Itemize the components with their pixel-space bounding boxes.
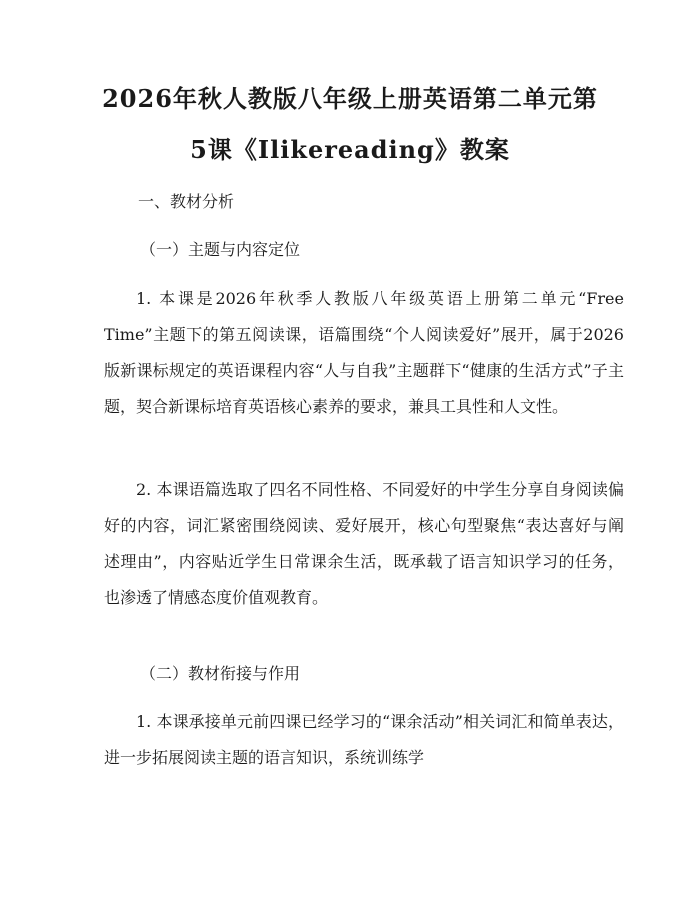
document-title-line2: 5课《Ilikereading》教案 xyxy=(190,135,510,164)
paragraph-connection-1: 1. 本课承接单元前四课已经学习的“课余活动”相关词汇和简单表达，进一步拓展阅读主题的语言知识，系统训练学 xyxy=(104,712,624,767)
paragraph-theme-2: 2. 本课语篇选取了四名不同性格、不同爱好的中学生分享自身阅读偏好的内容，词汇紧密围绕阅读、爱好展开，核心句型聚焦“表达喜好与阐述理由”，内容贴近学生日常课余生活，既承载了语言知识学习的任务，也渗透了情感态度价值观教育。 xyxy=(104,480,624,607)
paragraph-theme-1: 1. 本课是2026年秋季人教版八年级英语上册第二单元“Free Time”主题下的第五阅读课，语篇围绕“个人阅读爱好”展开，属于2026版新课标规定的英语课程内容“人与自我”主题群下“健康的生活方式”子主题，契合新课标培育英语核心素养的要求，兼具工具性和人文性。 xyxy=(104,289,624,416)
subsection-heading-theme: （一）主题与内容定位 xyxy=(140,240,301,259)
document-title-line1: 2026年秋人教版八年级上册英语第二单元第 xyxy=(102,84,598,113)
subsection-heading-connection: （二）教材衔接与作用 xyxy=(140,664,301,683)
section-heading-textbook-analysis: 一、教材分析 xyxy=(138,192,235,211)
